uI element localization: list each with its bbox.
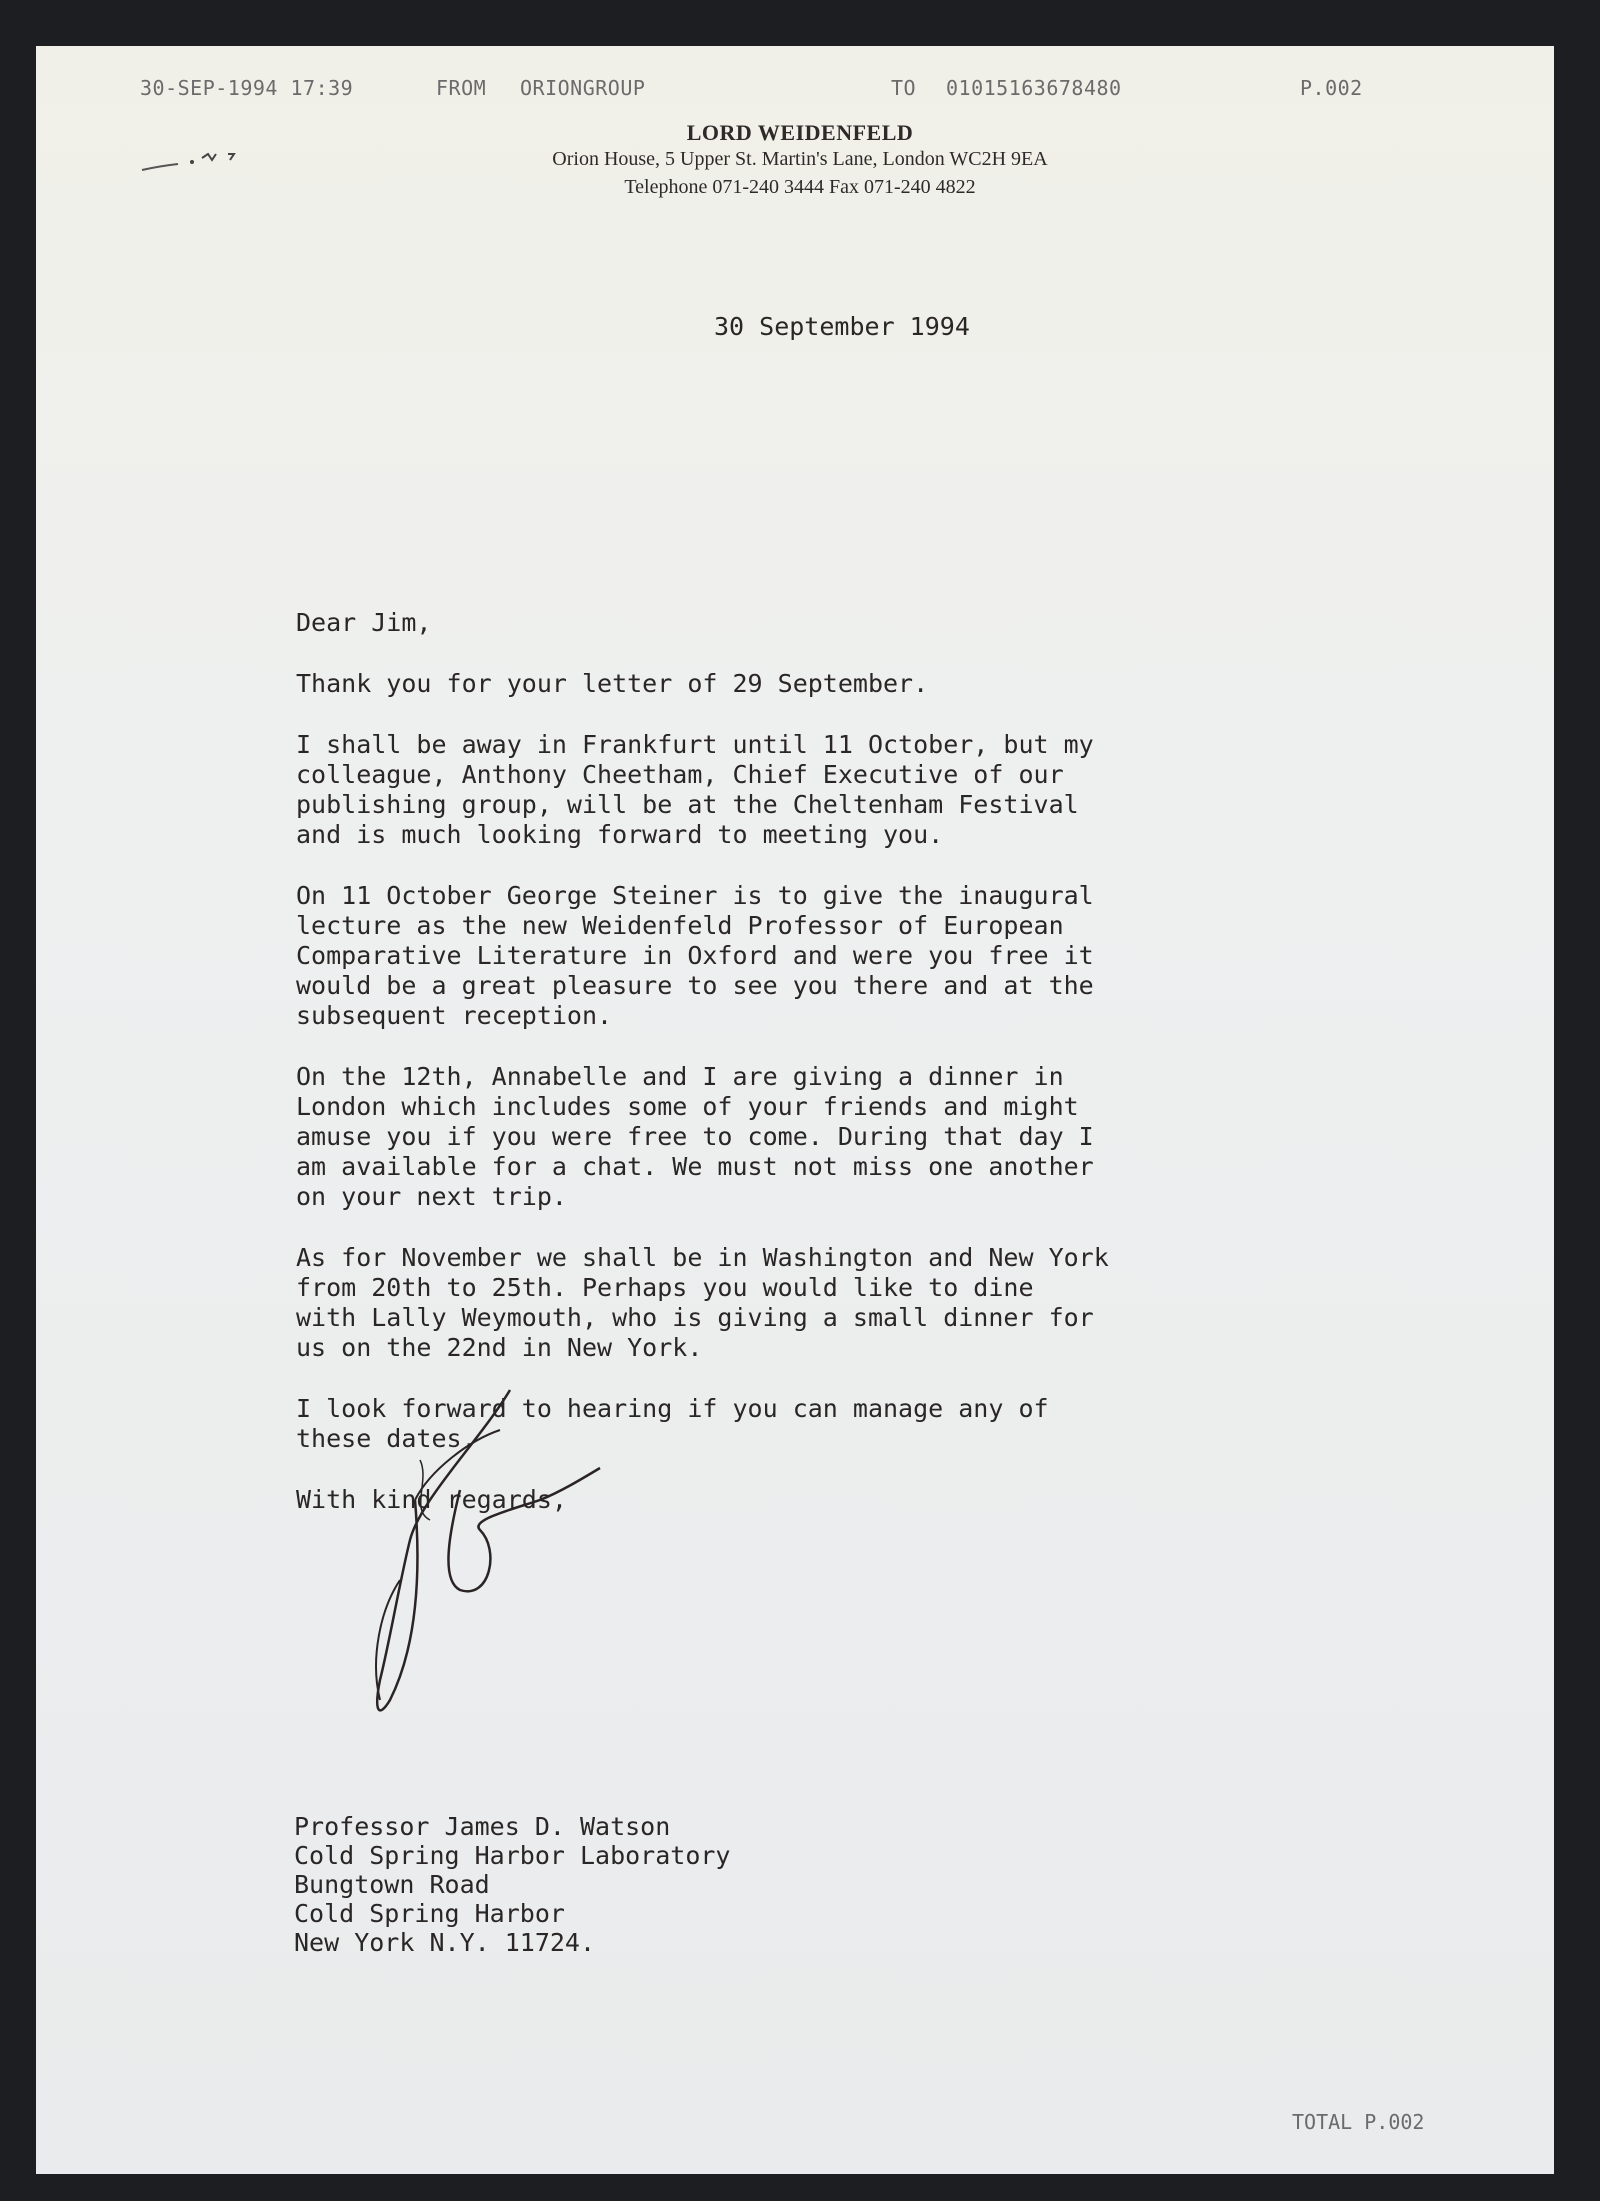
- fax-to-value: 01015163678480: [946, 76, 1122, 100]
- address-line: Cold Spring Harbor Laboratory: [294, 1841, 731, 1870]
- handwritten-signature: [360, 1380, 620, 1740]
- address-line: Professor James D. Watson: [294, 1812, 671, 1841]
- closing: With kind regards,: [296, 1485, 567, 1514]
- fax-from-label: FROM: [436, 76, 487, 100]
- paragraph-frankfurt: I shall be away in Frankfurt until 11 October, but my colleague, Anthony Cheetham, Chief Executive of our publishing group, will be at the Cheltenham Festival and is much looking forward to meeting you.: [296, 730, 1094, 849]
- address-line: Bungtown Road: [294, 1870, 490, 1899]
- letter-date: 30 September 1994: [714, 312, 970, 341]
- fax-datetime: 30-SEP-1994 17:39: [140, 76, 354, 100]
- salutation: Dear Jim,: [296, 608, 432, 637]
- fax-from-value: ORIONGROUP: [520, 76, 646, 100]
- paragraph-london-dinner: On the 12th, Annabelle and I are giving a dinner in London which includes some of your friends and might amuse you if you were free to come. During that day I am available for a chat. We must not miss one another on your next trip.: [296, 1062, 1094, 1211]
- paragraph-november: As for November we shall be in Washington and New York from 20th to 25th. Perhaps you would like to dine with Lally Weymouth, who is giving a small dinner for us on the 22nd in New York.: [296, 1243, 1109, 1362]
- paragraph-thanks: Thank you for your letter of 29 September.: [296, 669, 929, 698]
- address-line: New York N.Y. 11724.: [294, 1928, 596, 1957]
- fax-total-pages: TOTAL P.002: [1292, 2110, 1425, 2134]
- fax-page-number: P.002: [1300, 76, 1363, 100]
- recipient-address: [294, 1812, 731, 1957]
- fax-to-label: TO: [891, 76, 917, 100]
- letterhead-name: LORD WEIDENFELD: [686, 120, 914, 145]
- letterhead-address: Orion House, 5 Upper St. Martin's Lane, London WC2H 9EA: [552, 148, 1048, 170]
- paragraph-oxford-lecture: On 11 October George Steiner is to give the inaugural lecture as the new Weidenfeld Professor of European Comparative Literature in Oxford and were you free it would be a great pleasure to see you there and at the subsequent reception.: [296, 881, 1094, 1030]
- address-line: Cold Spring Harbor: [294, 1899, 565, 1928]
- letterhead-telephone: Telephone 071-240 3444 Fax 071-240 4822: [624, 176, 976, 198]
- paragraph-closing-request: I look forward to hearing if you can manage any of these dates.: [296, 1394, 1049, 1453]
